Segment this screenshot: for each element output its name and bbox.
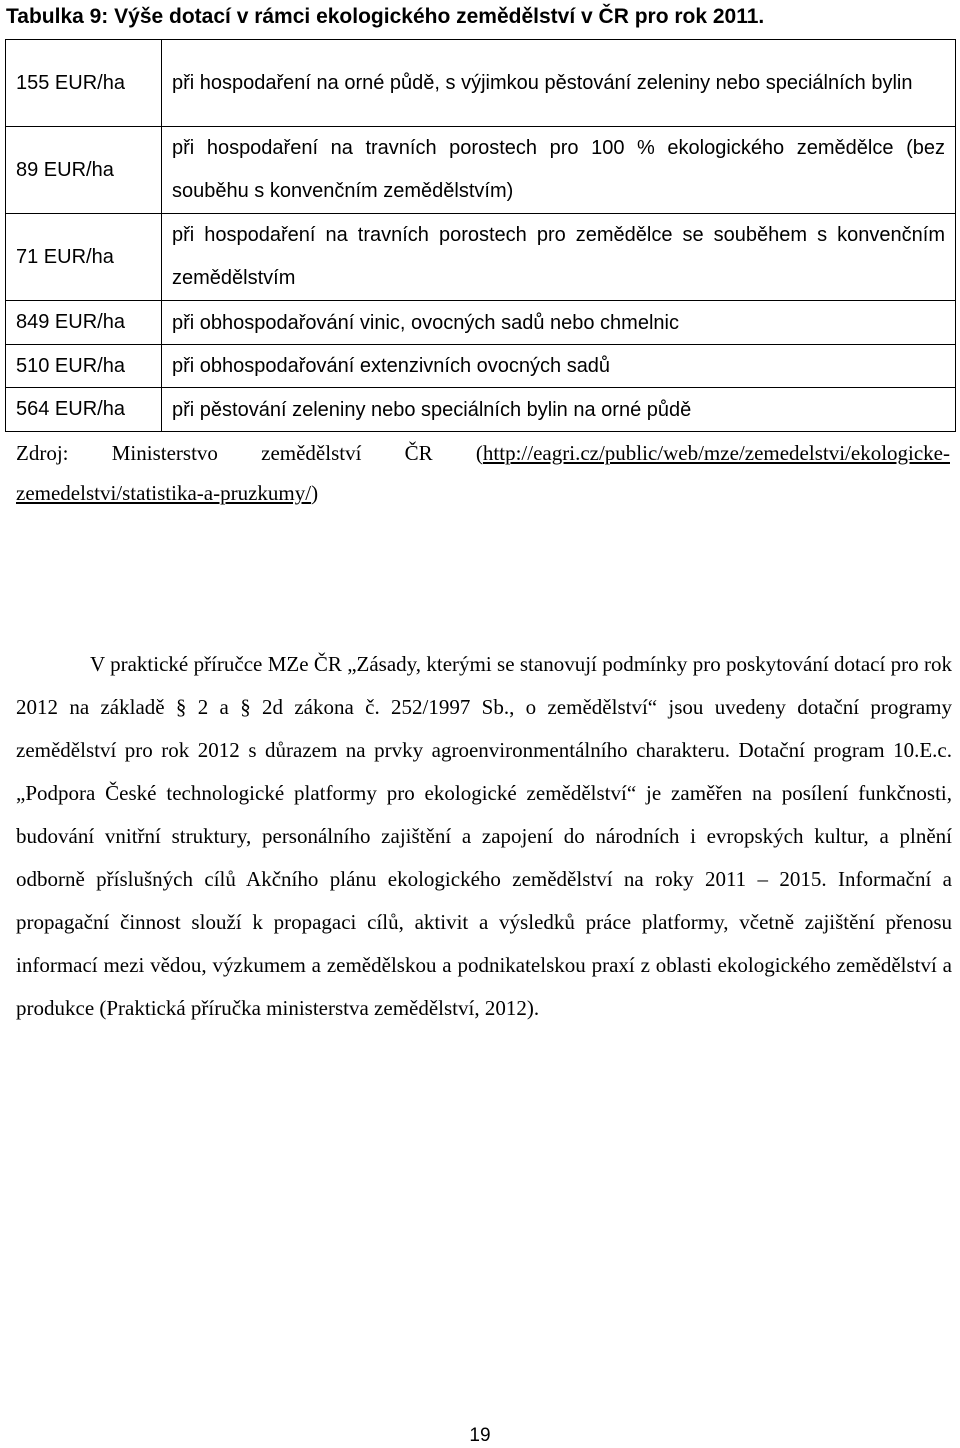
table-row (6, 40, 956, 127)
description-cell: při hospodaření na travních porostech pro 100 % ekologického zemědělce (bez souběhu s konvenčním zemědělstvím) (162, 127, 956, 214)
table-caption: Tabulka 9: Výše dotací v rámci ekologického zemědělství v ČR pro rok 2011. (6, 5, 765, 28)
table-row (6, 214, 956, 301)
table-row (6, 127, 956, 214)
rate-cell: 89 EUR/ha (6, 127, 162, 214)
rate-cell: 155 EUR/ha (6, 40, 162, 127)
table-source (16, 433, 950, 513)
description-cell: při obhospodařování vinic, ovocných sadů nebo chmelnic (162, 301, 956, 345)
source-link[interactable]: http://eagri.cz/public/web/mze/zemedelstvi/ekologicke-zemedelstvi/statistika-a-pruzkumy/ (16, 441, 950, 505)
table-row (6, 388, 956, 432)
rate-cell: 510 EUR/ha (6, 345, 162, 388)
source-prefix: Zdroj: Ministerstvo zemědělství ČR ( (16, 441, 483, 465)
table-row (6, 345, 956, 388)
subsidy-table (5, 39, 956, 432)
rate-cell: 849 EUR/ha (6, 301, 162, 345)
description-cell: při obhospodařování extenzivních ovocných sadů (162, 345, 956, 388)
body-paragraph: V praktické příručce MZe ČR „Zásady, kterými se stanovují podmínky pro poskytování dotací pro rok 2012 na základě § 2 a § 2d zákona č. 252/1997 Sb., o zemědělství“ jsou uvedeny dotační programy zemědělství pro rok 2012 s důrazem na prvky agroenvironmentálního charakteru. Dotační program 10.E.c. „Podpora České technologické platformy pro ekologické zemědělství“ je zaměřen na posílení funkčnosti, budování vnitřní struktury, personálního zajištění a zapojení do národních i evropských kultur, a plnění odborně příslušných cílů Akčního plánu ekologického zemědělství na roky 2011 – 2015. Informační a propagační činnost slouží k propagaci cílů, aktivit a výsledků práce platformy, včetně zajištění přenosu informací mezi vědou, výzkumem a zemědělskou a podnikatelskou praxí z oblasti ekologického zemědělství a produkce (Praktická příručka ministerstva zemědělství, 2012). (16, 652, 952, 1020)
source-suffix: ) (311, 481, 319, 505)
rate-cell: 564 EUR/ha (6, 388, 162, 432)
rate-cell: 71 EUR/ha (6, 214, 162, 301)
page-number: 19 (469, 1425, 491, 1446)
description-cell: při pěstování zeleniny nebo speciálních bylin na orné půdě (162, 388, 956, 432)
description-cell: při hospodaření na travních porostech pro zemědělce se souběhem s konvenčním zemědělstvím (162, 214, 956, 301)
description-cell: při hospodaření na orné půdě, s výjimkou pěstování zeleniny nebo speciálních bylin (162, 40, 956, 127)
table-row (6, 301, 956, 345)
